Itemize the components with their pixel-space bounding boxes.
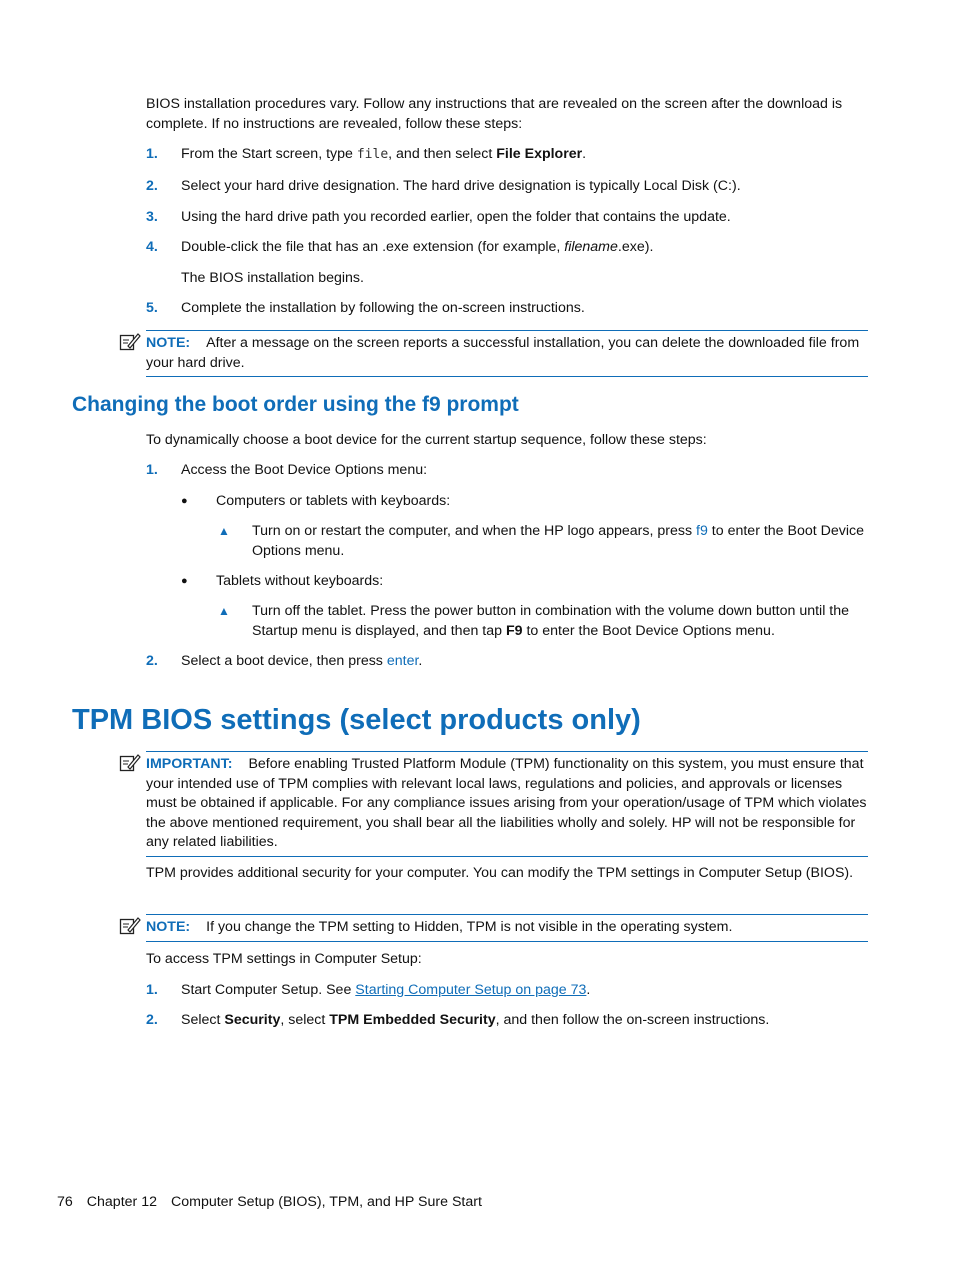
step-text: Select your hard drive designation. The hard drive designation is typically Local Disk (C:). bbox=[181, 178, 741, 194]
bullet-dot-icon: ● bbox=[181, 575, 188, 587]
boot-intro: To dynamically choose a boot device for the current startup sequence, follow these steps: bbox=[146, 432, 707, 448]
bullet-text: Tablets without keyboards: bbox=[216, 573, 384, 589]
step-number: 1. bbox=[146, 462, 158, 478]
note-box bbox=[146, 914, 868, 942]
note-label: NOTE: bbox=[146, 919, 191, 935]
step-number: 2. bbox=[146, 1012, 158, 1028]
key-enter: enter bbox=[386, 653, 419, 669]
note-text: If you change the TPM setting to Hidden, TPM is not visible in the operating system. bbox=[206, 919, 733, 935]
step-result: The BIOS installation begins. bbox=[181, 270, 364, 286]
step-text: Double-click the file that has an .exe extension (for example, filename.exe). bbox=[181, 239, 654, 255]
step-number: 4. bbox=[146, 239, 158, 255]
chapter-label: Chapter 12 bbox=[86, 1194, 157, 1210]
tpm-paragraph: TPM provides additional security for your computer. You can modify the TPM settings in Computer Setup (BIOS). bbox=[146, 865, 854, 881]
section-heading-boot: Changing the boot order using the f9 prompt bbox=[72, 393, 519, 416]
bullet-dot-icon: ● bbox=[181, 495, 188, 507]
code-file: file bbox=[356, 147, 389, 162]
key-F9: F9 bbox=[505, 622, 523, 639]
page-footer bbox=[57, 1193, 496, 1213]
key-f9: f9 bbox=[696, 523, 708, 539]
step-text: Access the Boot Device Options menu: bbox=[181, 462, 428, 478]
tpm-access-text: To access TPM settings in Computer Setup: bbox=[146, 951, 422, 967]
step-number: 5. bbox=[146, 300, 158, 316]
bullet-text: Computers or tablets with keyboards: bbox=[216, 493, 451, 509]
section-heading-tpm: TPM BIOS settings (select products only) bbox=[72, 704, 641, 736]
starting-computer-setup-link[interactable]: Starting Computer Setup on page 73 bbox=[355, 982, 587, 998]
note-pencil-icon bbox=[119, 332, 141, 352]
step-number: 1. bbox=[146, 146, 158, 162]
chapter-title: Computer Setup (BIOS), TPM, and HP Sure Start bbox=[170, 1194, 482, 1210]
note-pencil-icon bbox=[119, 916, 141, 936]
step-number: 1. bbox=[146, 982, 158, 998]
step-text: Start Computer Setup. See Starting Computer Setup on page 73. bbox=[181, 982, 591, 998]
step-text: Select a boot device, then press enter. bbox=[181, 653, 423, 669]
important-text: Before enabling Trusted Platform Module (TPM) functionality on this system, you must ensure that your intended use of TPM complies with relevant local laws, regulations and policies, and approvals or licenses must be obtained if applicable. For any compliance issues arising from your operation/usage of TPM which violates the above mentioned requirement, you shall bear all the liabilities wholly and solely. HP will not be responsible for any related liabilities. bbox=[146, 756, 867, 850]
important-label: IMPORTANT: bbox=[146, 756, 233, 772]
note-text: After a message on the screen reports a successful installation, you can delete the downloaded file from your hard drive. bbox=[146, 335, 860, 371]
step-number: 3. bbox=[146, 209, 158, 225]
step-number: 2. bbox=[146, 178, 158, 194]
triangle-icon: ▲ bbox=[218, 604, 230, 618]
note-box bbox=[146, 330, 868, 377]
step-number: 2. bbox=[146, 653, 158, 669]
sub-step-text: Turn off the tablet. Press the power button in combination with the volume down button until the Startup menu is displayed, and then tap F9 to enter the Boot Device Options menu. bbox=[252, 603, 850, 639]
page-number: 76 bbox=[57, 1194, 73, 1210]
note-label: NOTE: bbox=[146, 335, 191, 351]
step-text: From the Start screen, type file, and then select File Explorer. bbox=[181, 146, 587, 162]
triangle-icon: ▲ bbox=[218, 524, 230, 538]
intro-paragraph: BIOS installation procedures vary. Follow any instructions that are revealed on the screen after the download is complete. If no instructions are revealed, follow these steps: bbox=[146, 96, 843, 132]
sub-step-text: Turn on or restart the computer, and when the HP logo appears, press f9 to enter the Boot Device Options menu. bbox=[252, 523, 865, 559]
step-text: Using the hard drive path you recorded earlier, open the folder that contains the update. bbox=[181, 209, 731, 225]
step-text: Complete the installation by following the on-screen instructions. bbox=[181, 300, 585, 316]
important-box bbox=[146, 751, 868, 857]
step-text: Select Security, select TPM Embedded Security, and then follow the on-screen instructions. bbox=[181, 1012, 770, 1028]
note-pencil-icon bbox=[119, 753, 141, 773]
